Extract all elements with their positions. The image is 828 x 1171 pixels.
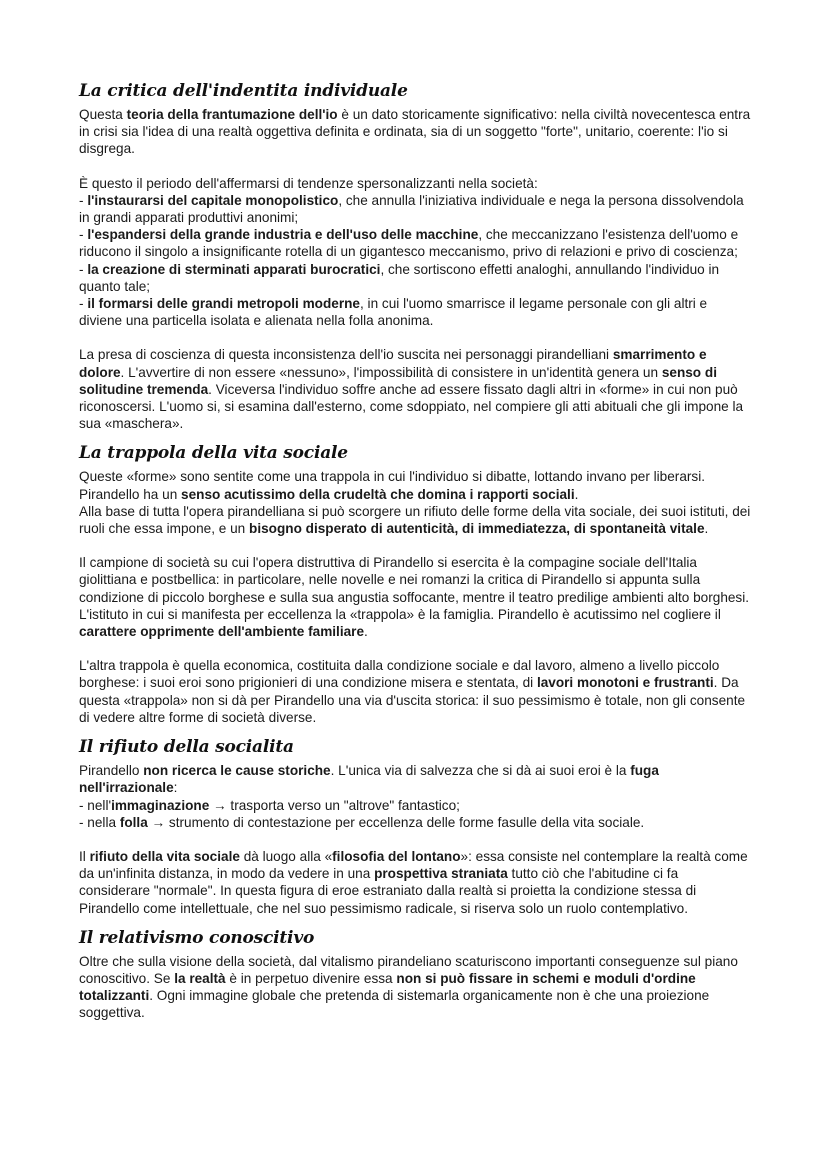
bold-text: bisogno disperato di autenticità, di immediatezza, di spontaneità vitale	[249, 521, 705, 537]
bold-text: l'instaurarsi del capitale monopolistico	[87, 192, 339, 208]
paragraph: La presa di coscienza di questa inconsistenza dell'io suscita nei personaggi pirandelliani smarrimento e dolore. L'avvertire di non essere «nessuno», l'impossibilità di consistere in un'identità genera un senso di solitudine tremenda. Viceversa l'individuo soffre anche ad essere fissato dagli altri in «forme» in cui non può riconoscersi. L'uomo si, si esamina dall'esterno, come sdoppiato, nel compiere gli atti abituali che gli impone la sua «maschera».	[79, 347, 744, 432]
bold-text: filosofia del lontano	[332, 848, 461, 864]
bold-text: la realtà	[174, 970, 226, 986]
bold-text: rifiuto della vita sociale	[89, 848, 240, 864]
section-title-relativismo: Il relativismo conoscitivo	[79, 927, 315, 948]
paragraph: Questa teoria della frantumazione dell'io è un dato storicamente significativo: nella civiltà novecentesca entra in crisi sia l'idea di una realtà oggettiva definita e ordinata, sia di un soggetto "forte", unitario, coerente: l'io si disgrega.	[79, 107, 751, 157]
paragraph: L'altra trappola è quella economica, costituita dalla condizione sociale e dal lavoro, almeno a livello piccolo borghese: i suoi eroi sono prigionieri di una condizione misera e stentata, di lavori monotoni e frustranti. Da questa «trappola» non si dà per Pirandello una via d'uscita storica: il suo pessimismo è totale, non gli consente di vedere altre forme di società diverse.	[79, 658, 746, 725]
bold-text: senso di solitudine tremenda	[79, 364, 717, 397]
bold-text: il formarsi delle grandi metropoli moderne	[87, 296, 360, 312]
bold-text: non si può fissare in schemi e moduli d'ordine totalizzanti	[79, 970, 696, 1004]
bold-text: lavori monotoni e frustranti	[536, 675, 714, 691]
paragraph: Il rifiuto della vita sociale dà luogo alla «filosofia del lontano»: essa consiste nel contemplare la realtà come da un'infinita distanza, in modo da vedere in una prospettiva straniata tutto ciò che l'abitudine ci fa considerare "normale". In questa figura di eroe estraniato dalla realtà si proietta la condizione stessa di Pirandello come intellettuale, che nel suo pessimismo radicale, si riserva solo un ruolo contemplativo.	[79, 848, 748, 916]
bold-text: carattere opprimente dell'ambiente familiare	[79, 624, 365, 640]
paragraph: Pirandello non ricerca le cause storiche. L'unica via di salvezza che si dà ai suoi eroi è la fuga nell'irrazionale: - nell'immaginazione → trasporta verso un "altrove" fantastico; - nella folla → strumento di contestazione per eccellenza delle forme fasulle della vita sociale.	[79, 763, 659, 830]
bold-text: smarrimento e dolore	[79, 347, 707, 380]
bold-text: la creazione di sterminati apparati burocratici	[87, 261, 381, 277]
paragraph: Il campione di società su cui l'opera distruttiva di Pirandello si esercita è la compagine sociale dell'Italia giolittiana e postbellica: in particolare, nelle novelle e nei romanzi la critica di Pirandello si appunta sulla condizione di piccolo borghese e sulla sua angustia soffocante, mentre il teatro predilige ambienti alto borghesi. L'istituto in cui si manifesta per eccellenza la «trappola» è la famiglia. Pirandello è acutissimo nel cogliere il carattere opprimente dell'ambiente familiare.	[79, 555, 750, 640]
bold-text: teoria della frantumazione dell'io	[126, 107, 338, 122]
bold-text: l'espandersi della grande industria e dell'uso delle macchine	[87, 227, 479, 243]
bold-text: non ricerca le cause storiche	[143, 763, 331, 779]
section-title-critica: La critica dell'indentita individuale	[79, 81, 408, 101]
bold-text: folla	[119, 814, 148, 830]
document-page	[79, 80, 751, 1022]
bold-text: prospettiva straniata	[374, 866, 508, 882]
paragraph: Queste «forme» sono sentite come una trappola in cui l'individuo si dibatte, lottando invano per liberarsi. Pirandello ha un senso acutissimo della crudeltà che domina i rapporti sociali. Alla base di tutta l'opera pirandelliana si può scorgere un rifiuto delle forme della vita sociale, dei suoi istituti, dei ruoli che essa impone, e un bisogno disperato di autenticità, di immediatezza, di spontaneità vitale.	[79, 469, 751, 537]
paragraph: È questo il periodo dell'affermarsi di tendenze spersonalizzanti nella società: - l'instaurarsi del capitale monopolistico, che annulla l'iniziativa individuale e nega la persona dissolvendola in grandi apparati produttivi anonimi; - l'espandersi della grande industria e dell'uso delle macchine, che meccanizzano l'esistenza dell'uomo e riducono il singolo a insignificante rotella di un gigantesco meccanismo, privo di relazioni e privo di coscienza; - la creazione di sterminati apparati burocratici, che sortiscono effetti analoghi, annullando l'individuo in quanto tale; - il formarsi delle grandi metropoli moderne, in cui l'uomo smarrisce il legame personale con gli altri e diviene una particella isolata e alienata nella folla anonima.	[79, 175, 744, 329]
paragraph: Oltre che sulla visione della società, dal vitalismo pirandeliano scaturiscono importanti conseguenze sul piano conoscitivo. Se la realtà è in perpetuo divenire essa non si può fissare in schemi e moduli d'ordine totalizzanti. Ogni immagine globale che pretenda di sistemarla organicamente non è che una proiezione soggettiva.	[79, 953, 738, 1021]
section-title-trappola: La trappola della vita sociale	[79, 443, 348, 464]
bold-text: fuga nell'irrazionale	[79, 763, 659, 796]
bold-text: senso acutissimo della crudeltà che domina i rapporti sociali	[181, 486, 575, 502]
bold-text: immaginazione	[111, 797, 210, 813]
section-title-rifiuto: Il rifiuto della socialita	[79, 737, 294, 758]
